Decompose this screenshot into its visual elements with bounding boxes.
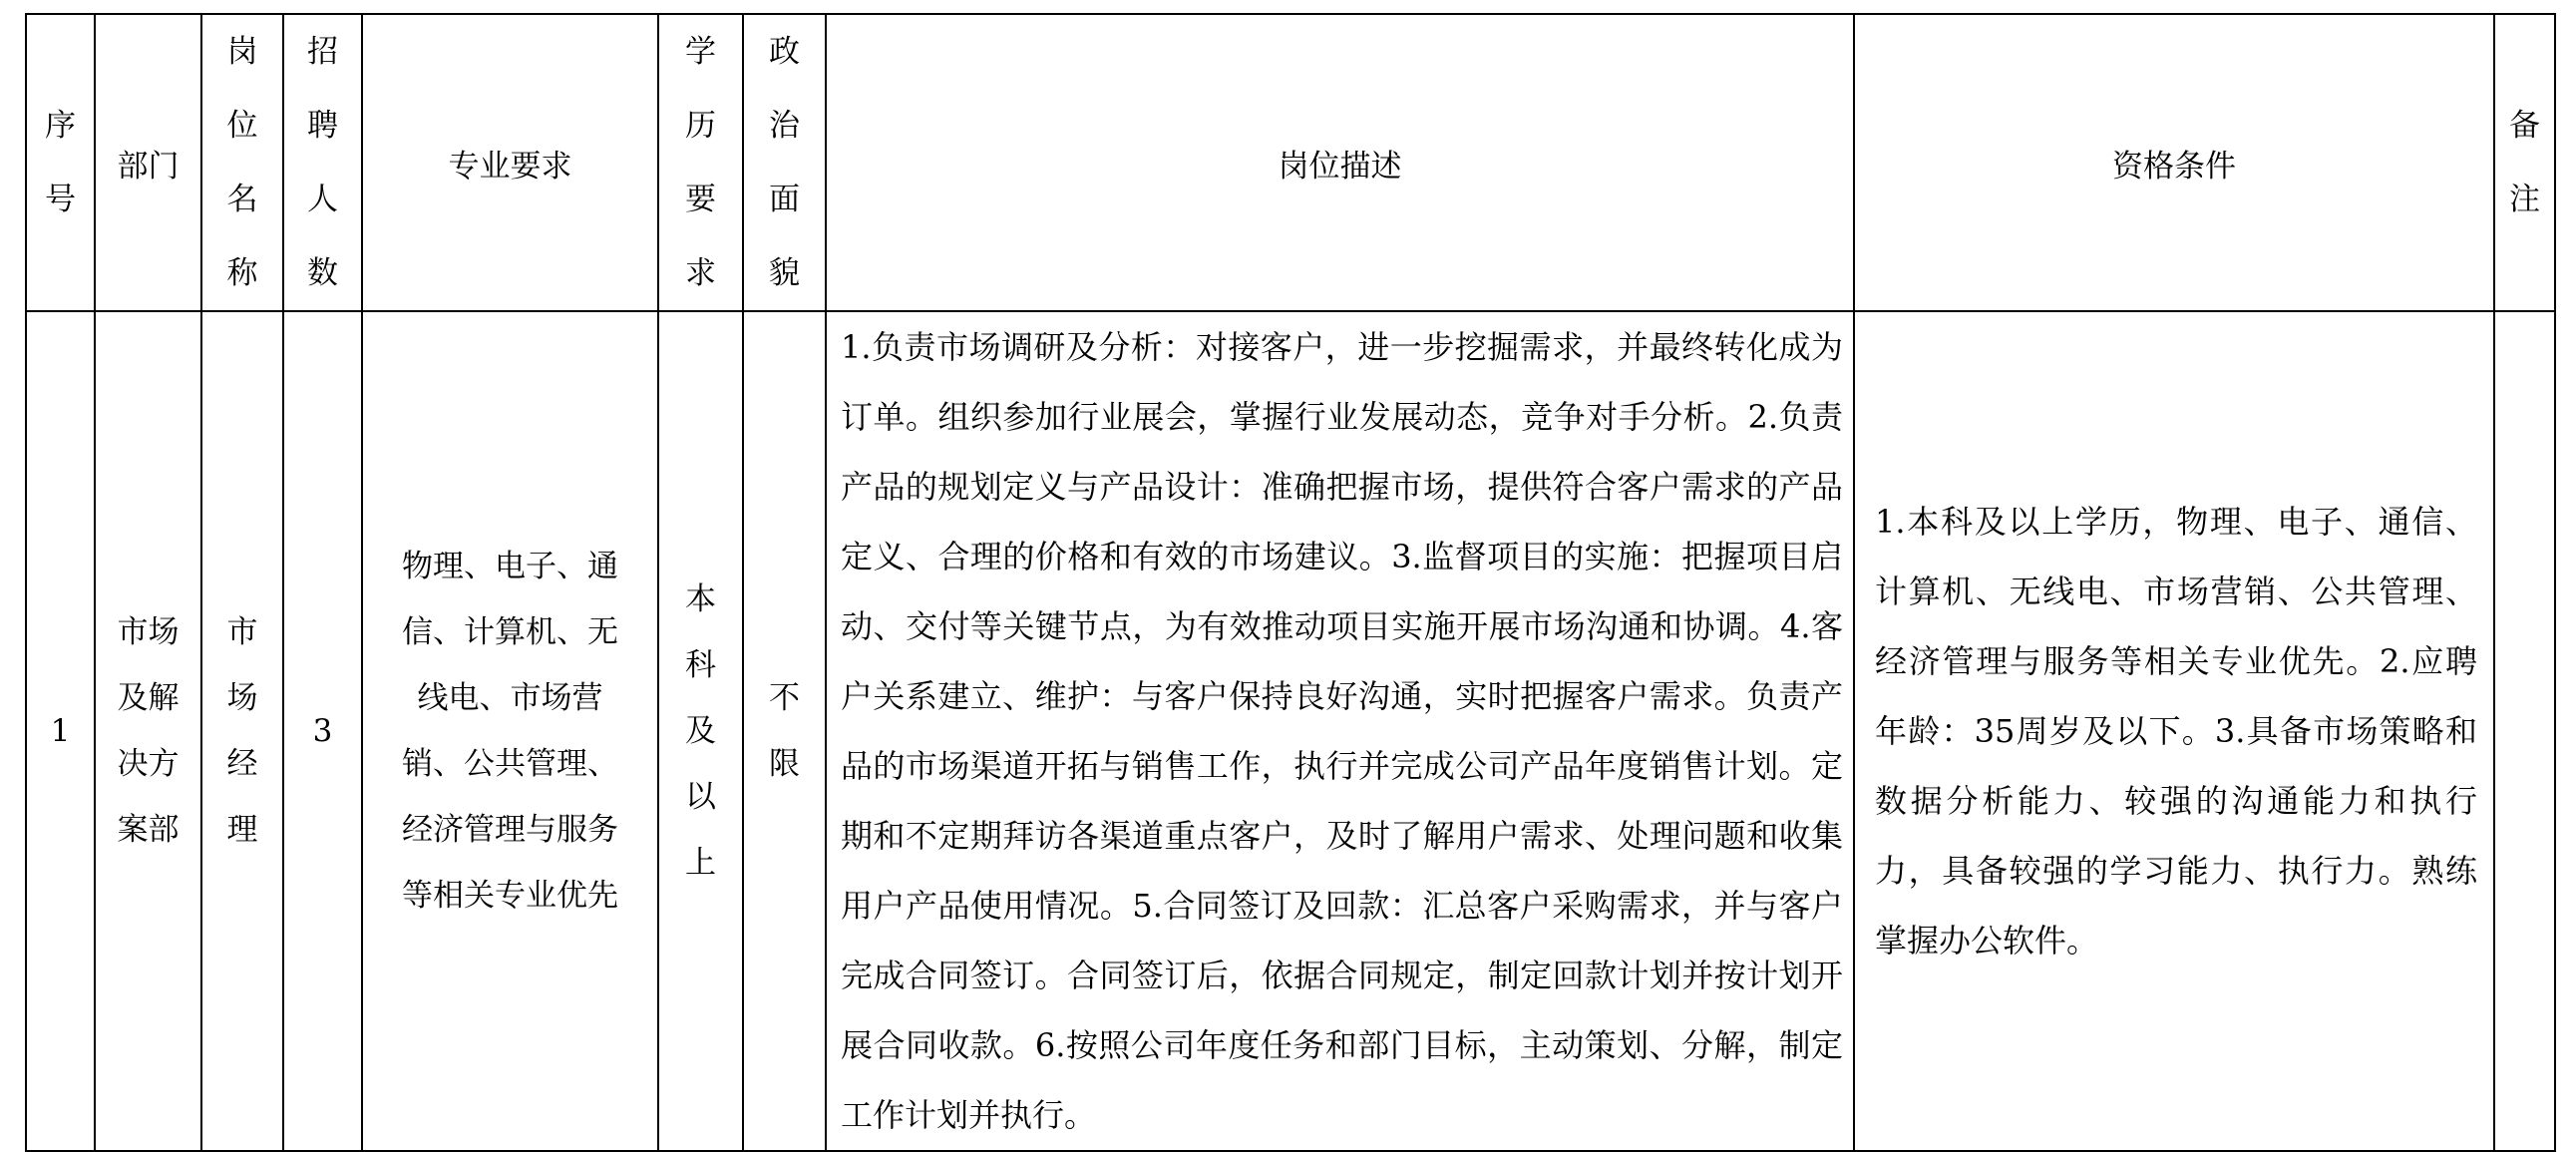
header-major: 专业要求 [362, 14, 658, 311]
recruitment-table [25, 13, 2556, 1152]
cell-education: 本科及以上 [658, 311, 743, 1151]
header-political: 政治面貌 [743, 14, 826, 311]
header-row [26, 14, 2555, 311]
header-education: 学历要求 [658, 14, 743, 311]
header-qualifications: 资格条件 [1854, 14, 2494, 311]
cell-description: 1.负责市场调研及分析：对接客户，进一步挖掘需求，并最终转化成为订单。组织参加行业展会，掌握行业发展动态，竞争对手分析。2.负责产品的规划定义与产品设计：准确把握市场，提供符合客户需求的产品定义、合理的价格和有效的市场建议。3.监督项目的实施：把握项目启动、交付等关键节点，为有效推动项目实施开展市场沟通和协调。4.客户关系建立、维护：与客户保持良好沟通，实时把握客户需求。负责产品的市场渠道开拓与销售工作，执行并完成公司产品年度销售计划。定期和不定期拜访各渠道重点客户，及时了解用户需求、处理问题和收集用户产品使用情况。5.合同签订及回款：汇总客户采购需求，并与客户完成合同签订。合同签订后，依据合同规定，制定回款计划并按计划开展合同收款。6.按照公司年度任务和部门目标，主动策划、分解，制定工作计划并执行。 [826, 311, 1854, 1151]
header-position: 岗位名称 [201, 14, 283, 311]
cell-headcount: 3 [283, 311, 362, 1151]
header-remarks: 备注 [2494, 14, 2555, 311]
header-description: 岗位描述 [826, 14, 1854, 311]
cell-department: 市场及解决方案部 [95, 311, 201, 1151]
cell-political: 不限 [743, 311, 826, 1151]
header-index: 序号 [26, 14, 95, 311]
cell-position: 市场经理 [201, 311, 283, 1151]
header-department: 部门 [95, 14, 201, 311]
cell-qualifications: 1.本科及以上学历，物理、电子、通信、计算机、无线电、市场营销、公共管理、经济管理与服务等相关专业优先。2.应聘年龄：35周岁及以下。3.具备市场策略和数据分析能力、较强的沟通能力和执行力，具备较强的学习能力、执行力。熟练掌握办公软件。 [1854, 311, 2494, 1151]
cell-remarks [2494, 311, 2555, 1151]
table-row [26, 311, 2555, 1151]
header-headcount: 招聘人数 [283, 14, 362, 311]
cell-major: 物理、电子、通信、计算机、无线电、市场营销、公共管理、经济管理与服务等相关专业优先 [362, 311, 658, 1151]
cell-index: 1 [26, 311, 95, 1151]
